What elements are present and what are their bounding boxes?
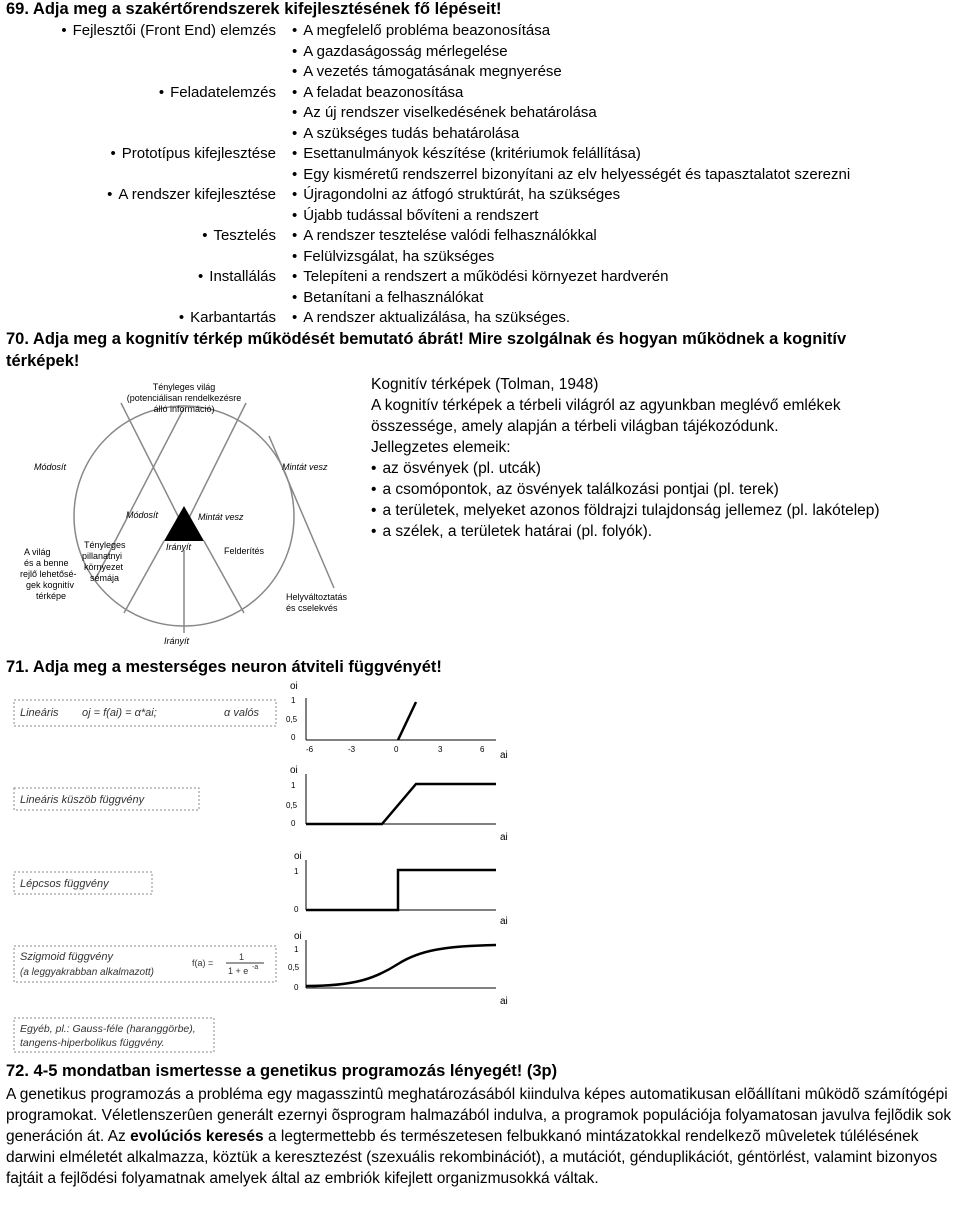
svg-text:ai: ai: [500, 916, 508, 927]
svg-text:-6: -6: [306, 745, 314, 754]
linear-y-name: oi: [290, 681, 298, 692]
q70-text-line3: összessége, amely alapján a térbeli világban tájékozódunk.: [371, 418, 779, 435]
panel-step: [14, 851, 508, 927]
schema-box-line-1: Tényleges: [84, 540, 126, 550]
felderites-label: Felderítés: [224, 546, 265, 556]
step-label: Lépcsos függvény: [20, 878, 109, 890]
iranyit-mid-label: Irányít: [166, 542, 192, 552]
q69-step: • Telepíteni a rendszert a működési környezet hardverén: [292, 268, 668, 285]
q70-bullet-3: • a területek, melyeket azonos földrajzi tulajdonság jellemez (pl. lakótelep): [371, 502, 880, 520]
q69-step: • Az új rendszer viselkedésének behatárolása: [292, 104, 597, 121]
q69-phase: • Fejlesztői (Front End) elemzés: [61, 22, 276, 39]
linear-threshold-label: Lineáris küszöb függvény: [20, 794, 145, 806]
q70-title-line2: térképek!: [6, 352, 80, 370]
q71-title: 71. Adja meg a mesterséges neuron átviteli függvényét!: [6, 658, 442, 676]
outer-right-arrow: [269, 436, 334, 588]
q70-bullet-1: • az ösvények (pl. utcák): [371, 460, 541, 478]
q69-phase: • Installálás: [198, 268, 276, 285]
helyvaltoztatas-line-2: és cselekvés: [286, 603, 338, 613]
q69-phase: • Tesztelés: [202, 227, 276, 244]
left-box-line-5: térképe: [36, 591, 67, 601]
modosit-outer-label: Módosít: [34, 462, 67, 472]
svg-text:0: 0: [294, 983, 299, 992]
q69-phase: • A rendszer kifejlesztése: [107, 186, 276, 203]
q70-text-line2: A kognitív térképek a térbeli világról az agyunkban meglévő emlékek: [371, 397, 841, 414]
q72-text-part2: a legtermettebb és természetesen felbukkanó mintázatokkal rendelkezõ mûveletek túlélésének darwini elméletét alkalmazza, köztük a keresztezést (szexuális rekombinációt), a mutációt, génduplikációt, géntörlést, valamint bizonyos fajtáit a fejlõdési folyamatnak amelyek által az embriók kifejlett organizmusokká váltak.: [6, 1128, 938, 1187]
schema-box-line-3: környezet: [84, 562, 124, 572]
q69-step: • Esettanulmányok készítése (kritériumok felállítása): [292, 145, 641, 162]
q69-step: • A rendszer aktualizálása, ha szükséges.: [292, 309, 570, 326]
linear-formula: oj = f(ai) = α*ai;: [82, 707, 157, 719]
q72-title: 72. 4-5 mondatban ismertesse a genetikus programozás lényegét! (3p): [6, 1062, 558, 1080]
q72-text-part1: A genetikus programozás a probléma egy magasszintû meghatározásából kiindulva képes automatikusan elõállítani mûködõ számítógépi programokat. Véletlenszerûen generált ezernyi õsprogram halmazából indulva, a programok populációja folyamatosan javulva fejlõdik sok generáción át. Az: [6, 1086, 952, 1145]
panel-linear-threshold: [14, 765, 508, 843]
sigmoid-formula-left: f(a) =: [192, 958, 214, 968]
svg-text:0,5: 0,5: [288, 963, 300, 972]
q69-phase: • Prototípus kifejlesztése: [110, 145, 276, 162]
svg-text:0,5: 0,5: [286, 715, 298, 724]
svg-text:3: 3: [438, 745, 443, 754]
svg-text:1: 1: [294, 945, 299, 954]
helyvaltoztatas-line-1: Helyváltoztatás: [286, 592, 348, 602]
svg-text:-3: -3: [348, 745, 356, 754]
svg-text:oi: oi: [290, 765, 298, 776]
inner-triangle-right: [184, 403, 246, 528]
svg-text:1 + e: 1 + e: [228, 966, 249, 976]
q69-step: • A vezetés támogatásának megnyerése: [292, 63, 562, 80]
q72-paragraph: [6, 1084, 956, 1189]
schema-box-line-4: sémája: [90, 573, 120, 583]
sigmoid-label-2: (a leggyakrabban alkalmazott): [20, 967, 154, 978]
q69-step: • Betanítani a felhasználókat: [292, 289, 483, 306]
panel-sigmoid: [14, 931, 508, 1007]
q70-text-line4: Jellegzetes elemeik:: [371, 439, 511, 456]
q69-step: • A feladat beazonosítása: [292, 84, 463, 101]
diagram-top-label-3: álló információ): [153, 404, 215, 414]
svg-text:0,5: 0,5: [286, 801, 298, 810]
q70-bullet-4: • a szélek, a területek határai (pl. folyók).: [371, 523, 652, 541]
q69-step: • A szükséges tudás behatárolása: [292, 125, 519, 142]
panel-linear: [14, 681, 508, 761]
svg-text:1: 1: [291, 781, 296, 790]
q69-phase: • Karbantartás: [179, 309, 276, 326]
svg-text:0: 0: [291, 733, 296, 742]
mintat-vesz-inner-label: Mintát vesz: [198, 512, 244, 522]
linear-x-name: ai: [500, 750, 508, 761]
modosit-inner-label: Módosít: [126, 510, 159, 520]
linear-note: α valós: [224, 707, 260, 719]
left-box-line-4: gek kognitív: [26, 580, 75, 590]
q69-step: • Újragondolni az átfogó struktúrát, ha szükséges: [292, 186, 620, 203]
mintat-vesz-outer-label: Mintát vesz: [282, 462, 328, 472]
q69-phase: • Feladatelemzés: [159, 84, 276, 101]
other-functions-1: Egyéb, pl.: Gauss-féle (haranggörbe),: [20, 1023, 196, 1035]
left-box-line-2: és a benne: [24, 558, 69, 568]
svg-text:ai: ai: [500, 996, 508, 1007]
sigmoid-label-1: Szigmoid függvény: [20, 951, 113, 963]
iranyit-bottom-label: Irányít: [164, 636, 190, 646]
svg-text:ai: ai: [500, 832, 508, 843]
svg-text:1: 1: [239, 952, 245, 962]
q69-step: • A gazdaságosság mérlegelése: [292, 43, 508, 60]
svg-text:6: 6: [480, 745, 485, 754]
left-box-line-1: A világ: [24, 547, 51, 557]
q69-step: • Újabb tudással bővíteni a rendszert: [292, 207, 538, 224]
left-box-line-3: rejlő lehetősé-: [20, 569, 77, 579]
q72-text-bold: evolúciós keresés: [130, 1128, 264, 1145]
q70-title-line1: 70. Adja meg a kognitív térkép működését bemutató ábrát! Mire szolgálnak és hogyan működnek a kognitív: [6, 330, 847, 348]
svg-text:0: 0: [291, 819, 296, 828]
svg-text:-a: -a: [252, 964, 259, 971]
transfer-functions-figure: [6, 678, 526, 1058]
q69-step: • A megfelelő probléma beazonosítása: [292, 22, 550, 39]
q70-bullet-2: • a csomópontok, az ösvények találkozási pontjai (pl. terek): [371, 481, 779, 499]
diagram-top-label-2: (potenciálisan rendelkezésre: [126, 393, 242, 403]
q69-step: • Egy kisméretű rendszerrel bizonyítani az elv helyességét és tapasztalatot szerezni: [292, 166, 850, 183]
q69-step: • A rendszer tesztelése valódi felhasználókkal: [292, 227, 597, 244]
svg-text:1: 1: [291, 696, 296, 705]
svg-text:oi: oi: [294, 931, 302, 942]
other-functions-2: tangens-hiperbolikus függvény.: [20, 1037, 165, 1049]
svg-text:oi: oi: [294, 851, 302, 862]
svg-text:0: 0: [294, 905, 299, 914]
svg-text:0: 0: [394, 745, 399, 754]
linear-label: Lineáris: [20, 707, 59, 719]
cognitive-map-diagram: [14, 378, 354, 678]
svg-text:1: 1: [294, 867, 299, 876]
q70-text-line1: Kognitív térképek (Tolman, 1948): [371, 376, 599, 393]
schema-box-line-2: pillanatnyi: [82, 551, 123, 561]
q69-step: • Felülvizsgálat, ha szükséges: [292, 248, 494, 265]
q69-title: 69. Adja meg a szakértőrendszerek kifejlesztésének fő lépéseit!: [6, 0, 502, 18]
diagram-top-label-1: Tényleges világ: [152, 382, 216, 392]
